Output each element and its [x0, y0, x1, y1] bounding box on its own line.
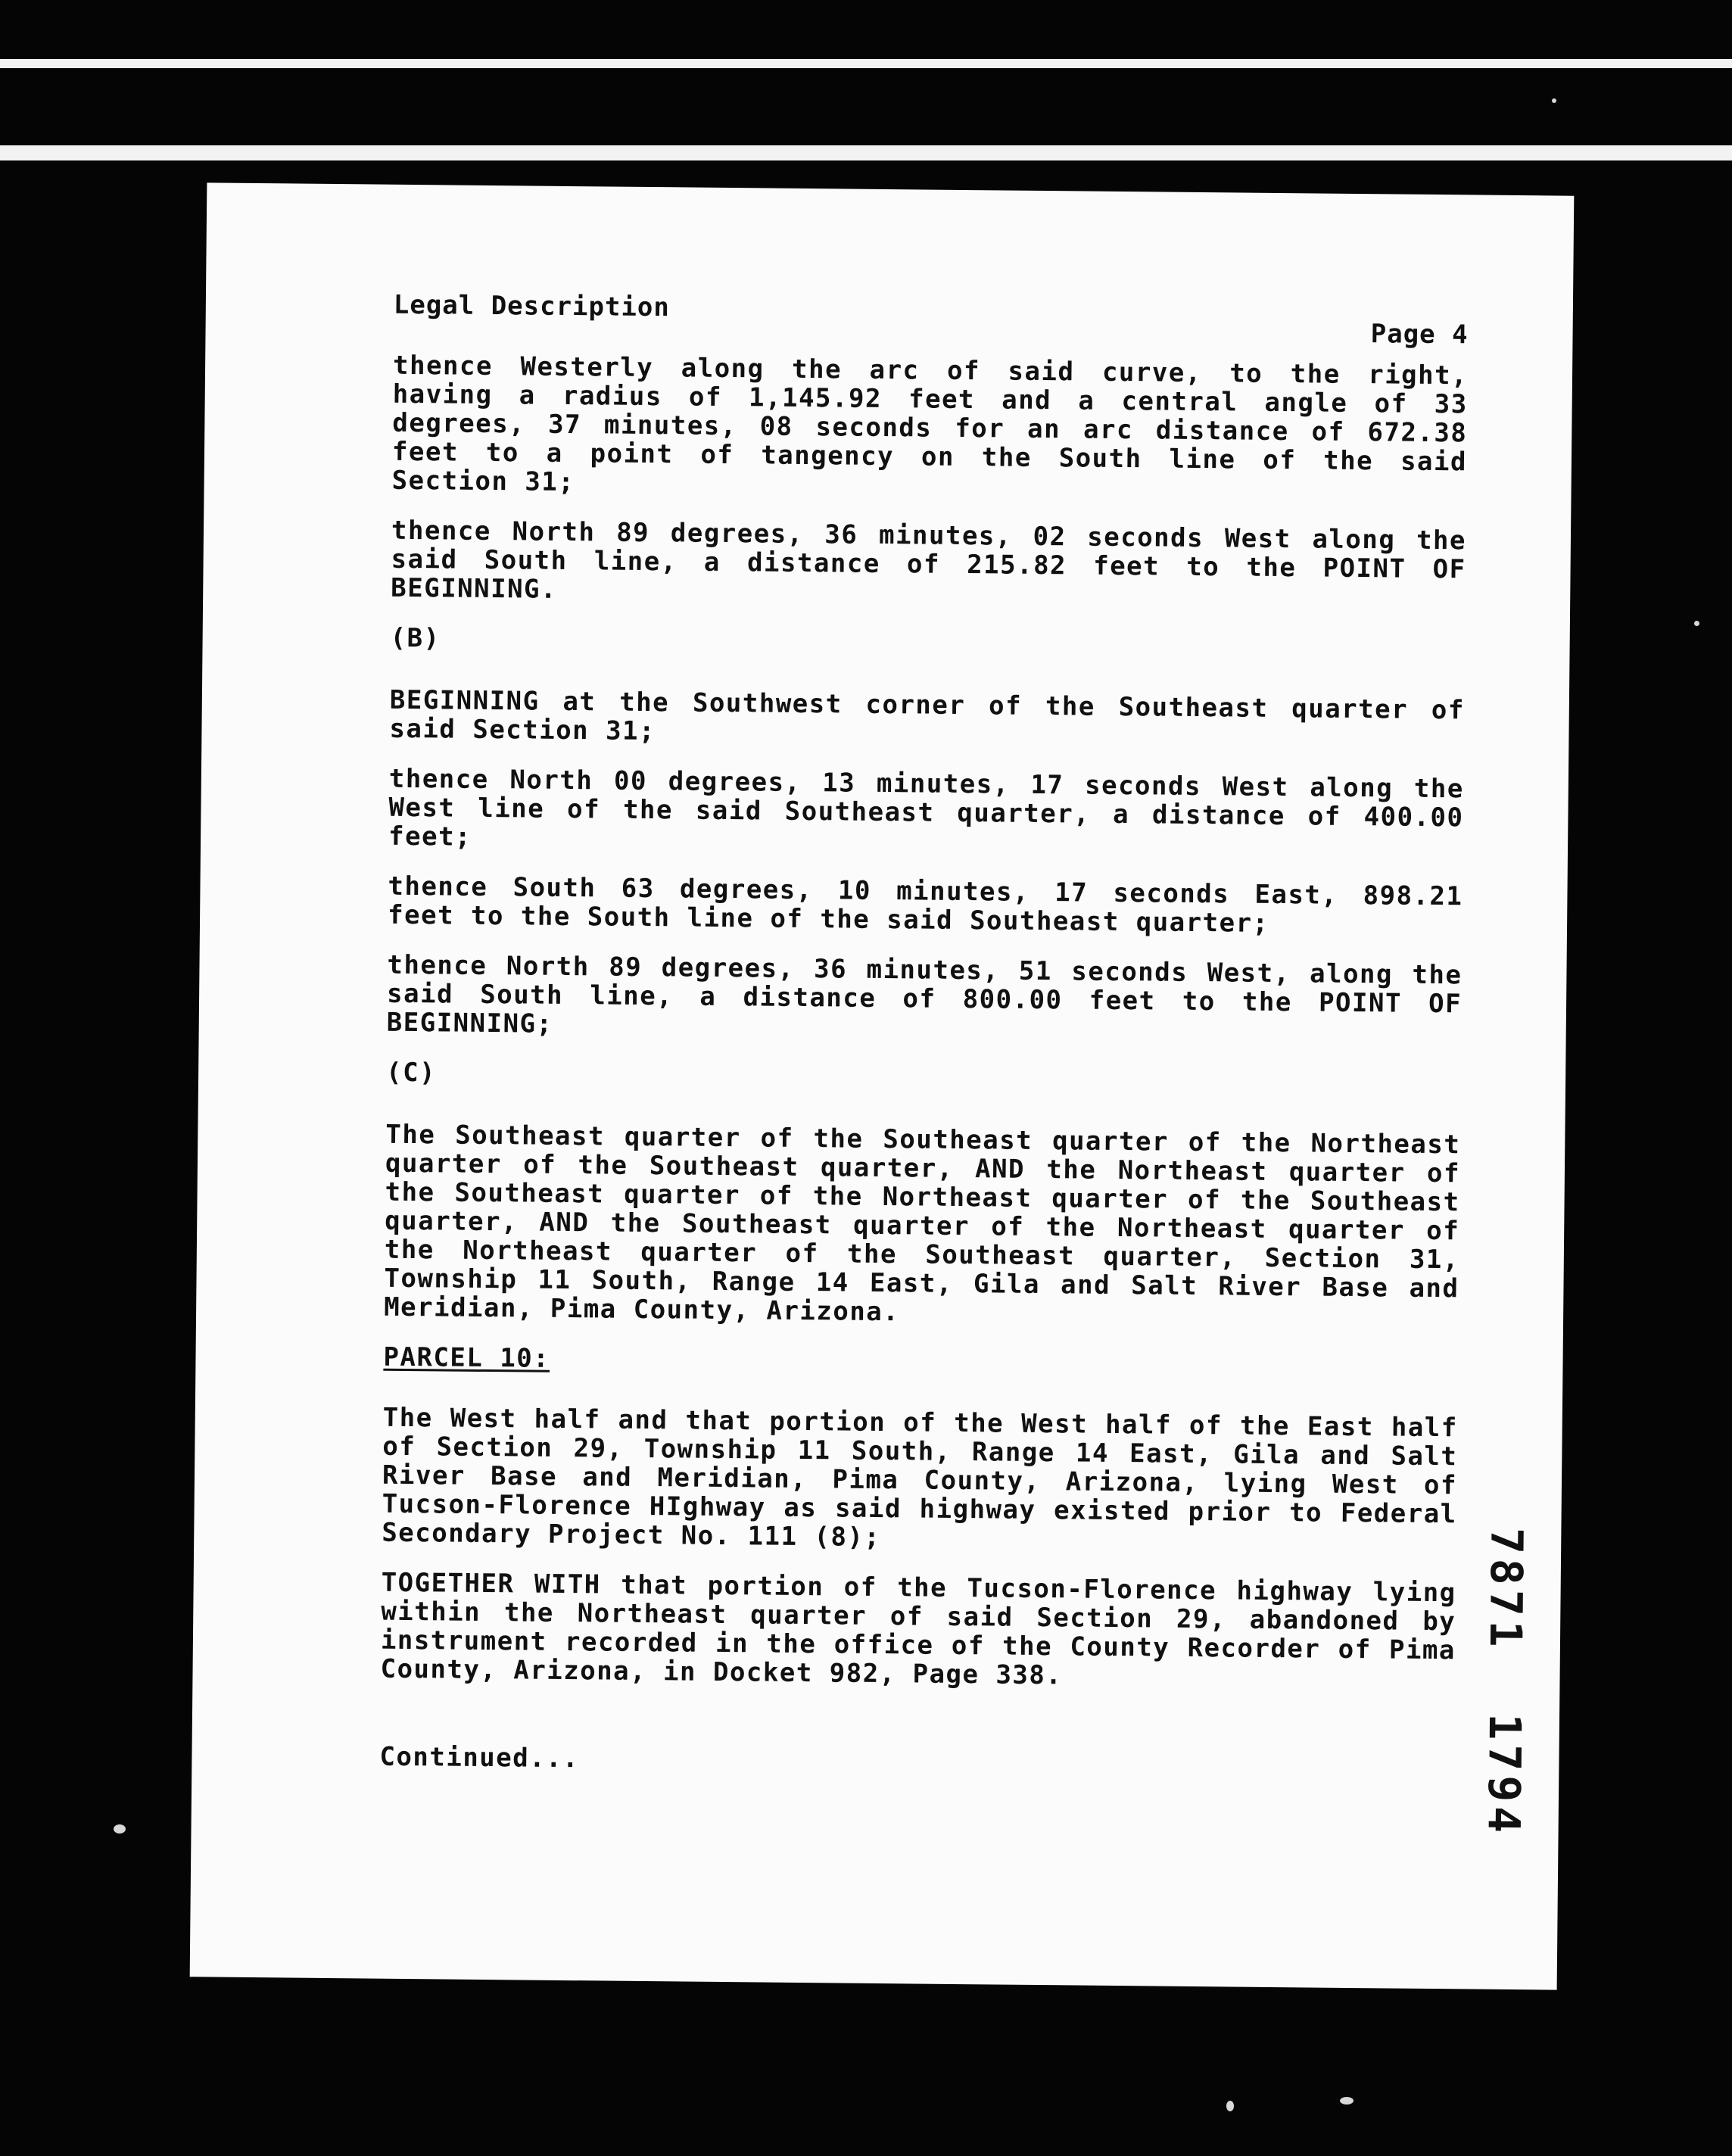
paragraph-arc-curve: thence Westerly along the arc of said curve, to the right, having a radius of 1,145.92 feet and a central angle of 33 degrees, 37 minutes, 08 seconds for an arc distance of 672.38 feet to a point of tangency on the South line of the said Section 31; — [391, 350, 1469, 498]
document-header — [393, 291, 1469, 362]
scan-edge-line — [0, 145, 1732, 160]
top-rule-line — [0, 59, 1732, 68]
paragraph-together-with: TOGETHER WITH that portion of the Tucson-Florence highway lying within the Northeast quarter of said Section 29, abandoned by instrument recorded in the office of the County Recorder of Pima County, Arizona, in Docket 982, Page 338. — [380, 1567, 1456, 1691]
document-title: Legal Description — [393, 289, 671, 323]
paragraph-north-89-degrees: thence North 89 degrees, 36 minutes, 51 seconds West, along the said South line, a distance of 800.00 feet to the POINT OF BEGINNING; — [386, 949, 1463, 1039]
paragraph-south-63-degrees: thence South 63 degrees, 10 minutes, 17 seconds East, 898.21 feet to the South line of the said Southeast quarter; — [387, 871, 1463, 939]
paragraph-north-00-degrees: thence North 00 degrees, 13 minutes, 17 seconds West along the West line of the said Southeast quarter, a distance of 400.00 feet; — [388, 763, 1464, 852]
document-page — [190, 182, 1575, 1989]
document-body — [379, 291, 1469, 1808]
scan-speck — [1694, 621, 1699, 626]
paragraph-point-of-beginning: thence North 89 degrees, 36 minutes, 02 seconds West along the said South line, a distance of 215.82 feet to the POINT OF BEGINNING. — [391, 515, 1467, 605]
continued-note: Continued... — [379, 1741, 580, 1774]
paragraph-west-half: The West half and that portion of the West half of the East half of Section 29, Township 11 South, Range 14 East, Gila and Salt River Base and Meridian, Pima County, Arizona, lying West of Tucson-Florence HIghway as said highway existed prior to Federal Secondary Project No. 111 (8); — [382, 1402, 1458, 1553]
paragraph-beginning-southwest-corner: BEGINNING at the Southwest corner of the Southeast quarter of said Section 31; — [389, 684, 1465, 747]
paragraph-southeast-quarters: The Southeast quarter of the Southeast quarter of the Northeast quarter of the Southeast quarter, AND the Northeast quarter of the Southeast quarter of the Northeast quarter of the Southeast quarter, AND the Southeast quarter of the Northeast quarter of the Northeast quarter of the Southeast quarter, Section 31, Township 11 South, Range 14 East, Gila and Salt River Base and Meridian, Pima County, Arizona. — [383, 1119, 1461, 1328]
scan-speck — [114, 1824, 126, 1834]
scan-speck — [1552, 98, 1556, 103]
scan-speck — [1340, 2097, 1354, 2105]
scan-speck — [1226, 2101, 1234, 2111]
parcel-heading: PARCEL 10: — [383, 1341, 550, 1374]
section-label-b: (B) — [390, 622, 441, 654]
section-label-c: (C) — [385, 1057, 437, 1089]
page-number: Page 4 — [1370, 319, 1469, 351]
docket-page-stamp: 7871 1794 — [1478, 1527, 1533, 1838]
